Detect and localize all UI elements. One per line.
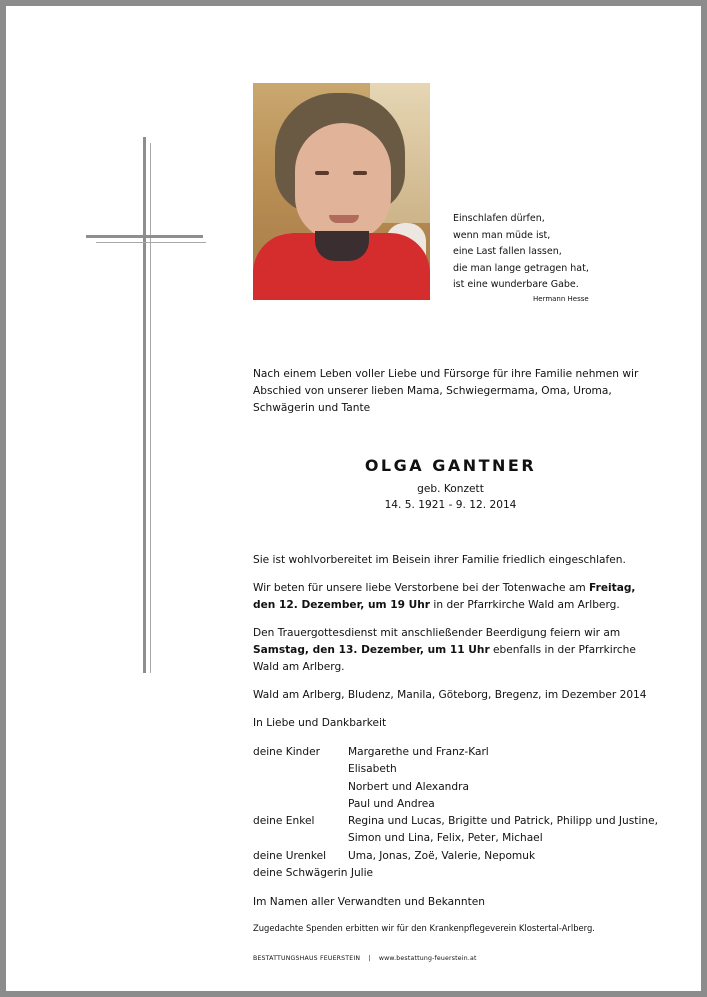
family-list bbox=[253, 744, 673, 882]
company-name: BESTATTUNGSHAUS FEUERSTEIN bbox=[253, 955, 361, 962]
birth-name: geb. Konzett bbox=[417, 483, 484, 495]
deceased-name: OLGA GANTNER bbox=[364, 456, 537, 475]
cross-horizontal-bar bbox=[86, 235, 203, 238]
cross-horizontal-line bbox=[96, 242, 206, 243]
donations-text: Zugedachte Spenden erbitten wir für den Krankenpflegeverein Klostertal-Arlberg. bbox=[253, 923, 595, 933]
cross-vertical-bar bbox=[143, 137, 146, 673]
wake-text: Wir beten für unsere liebe Verstorbene bei der Totenwache am Freitag, den 12. Dezember, um 19 Uhr in der Pfarrkirche Wald am Arlberg. bbox=[253, 582, 636, 611]
footer bbox=[253, 955, 477, 962]
quote-author: Hermann Hesse bbox=[533, 295, 589, 303]
family-row: deine Enkel Regina und Lucas, Brigitte und Patrick, Philipp und Justine, bbox=[253, 815, 658, 828]
funeral-date: Samstag, den 13. Dezember, um 11 Uhr bbox=[253, 644, 490, 656]
family-row: Elisabeth bbox=[348, 763, 397, 776]
wake-date: Freitag, den 12. Dezember, um 19 Uhr bbox=[253, 582, 636, 611]
closing-text: In Liebe und Dankbarkeit bbox=[253, 717, 387, 729]
quote-line: Einschlafen dürfen, bbox=[453, 213, 545, 224]
footer-separator: | bbox=[368, 955, 371, 962]
portrait-photo bbox=[253, 83, 430, 300]
quote-line: wenn man müde ist, bbox=[453, 229, 551, 241]
family-row: deine Urenkel Uma, Jonas, Zoë, Valerie, Nepomuk bbox=[253, 849, 536, 862]
quote bbox=[453, 211, 589, 303]
family-row: Norbert und Alexandra bbox=[348, 780, 469, 793]
family-row: deine Kinder Margarethe und Franz-Karl bbox=[253, 746, 489, 758]
quote-line: eine Last fallen lassen, bbox=[453, 246, 562, 257]
life-dates: 14. 5. 1921 - 9. 12. 2014 bbox=[384, 499, 517, 511]
intro-text: Nach einem Leben voller Liebe und Fürsorge für ihre Familie nehmen wir Abschied von unserer lieben Mama, Schwiegermama, Oma, Uroma, Schwägerin und Tante bbox=[253, 368, 639, 414]
places-text: Wald am Arlberg, Bludenz, Manila, Göteborg, Bregenz, im Dezember 2014 bbox=[253, 689, 647, 701]
quote-line: ist eine wunderbare Gabe. bbox=[453, 279, 579, 290]
family-row: Simon und Lina, Felix, Peter, Michael bbox=[348, 832, 543, 845]
family-row: deine Schwägerin Julie bbox=[253, 867, 374, 880]
passing-text: Sie ist wohlvorbereitet im Beisein ihrer Familie friedlich eingeschlafen. bbox=[253, 554, 626, 566]
cross-vertical-line bbox=[150, 143, 151, 673]
relatives-text: Im Namen aller Verwandten und Bekannten bbox=[253, 896, 485, 908]
website-link[interactable]: www.bestattung-feuerstein.at bbox=[378, 955, 477, 962]
family-row: Paul und Andrea bbox=[348, 797, 435, 810]
quote-line: die man lange getragen hat, bbox=[453, 262, 589, 274]
funeral-text: Den Trauergottesdienst mit anschließender Beerdigung feiern wir am Samstag, den 13. Dezember, um 11 Uhr ebenfalls in der Pfarrkirche Wald am Arlberg. bbox=[253, 627, 636, 673]
